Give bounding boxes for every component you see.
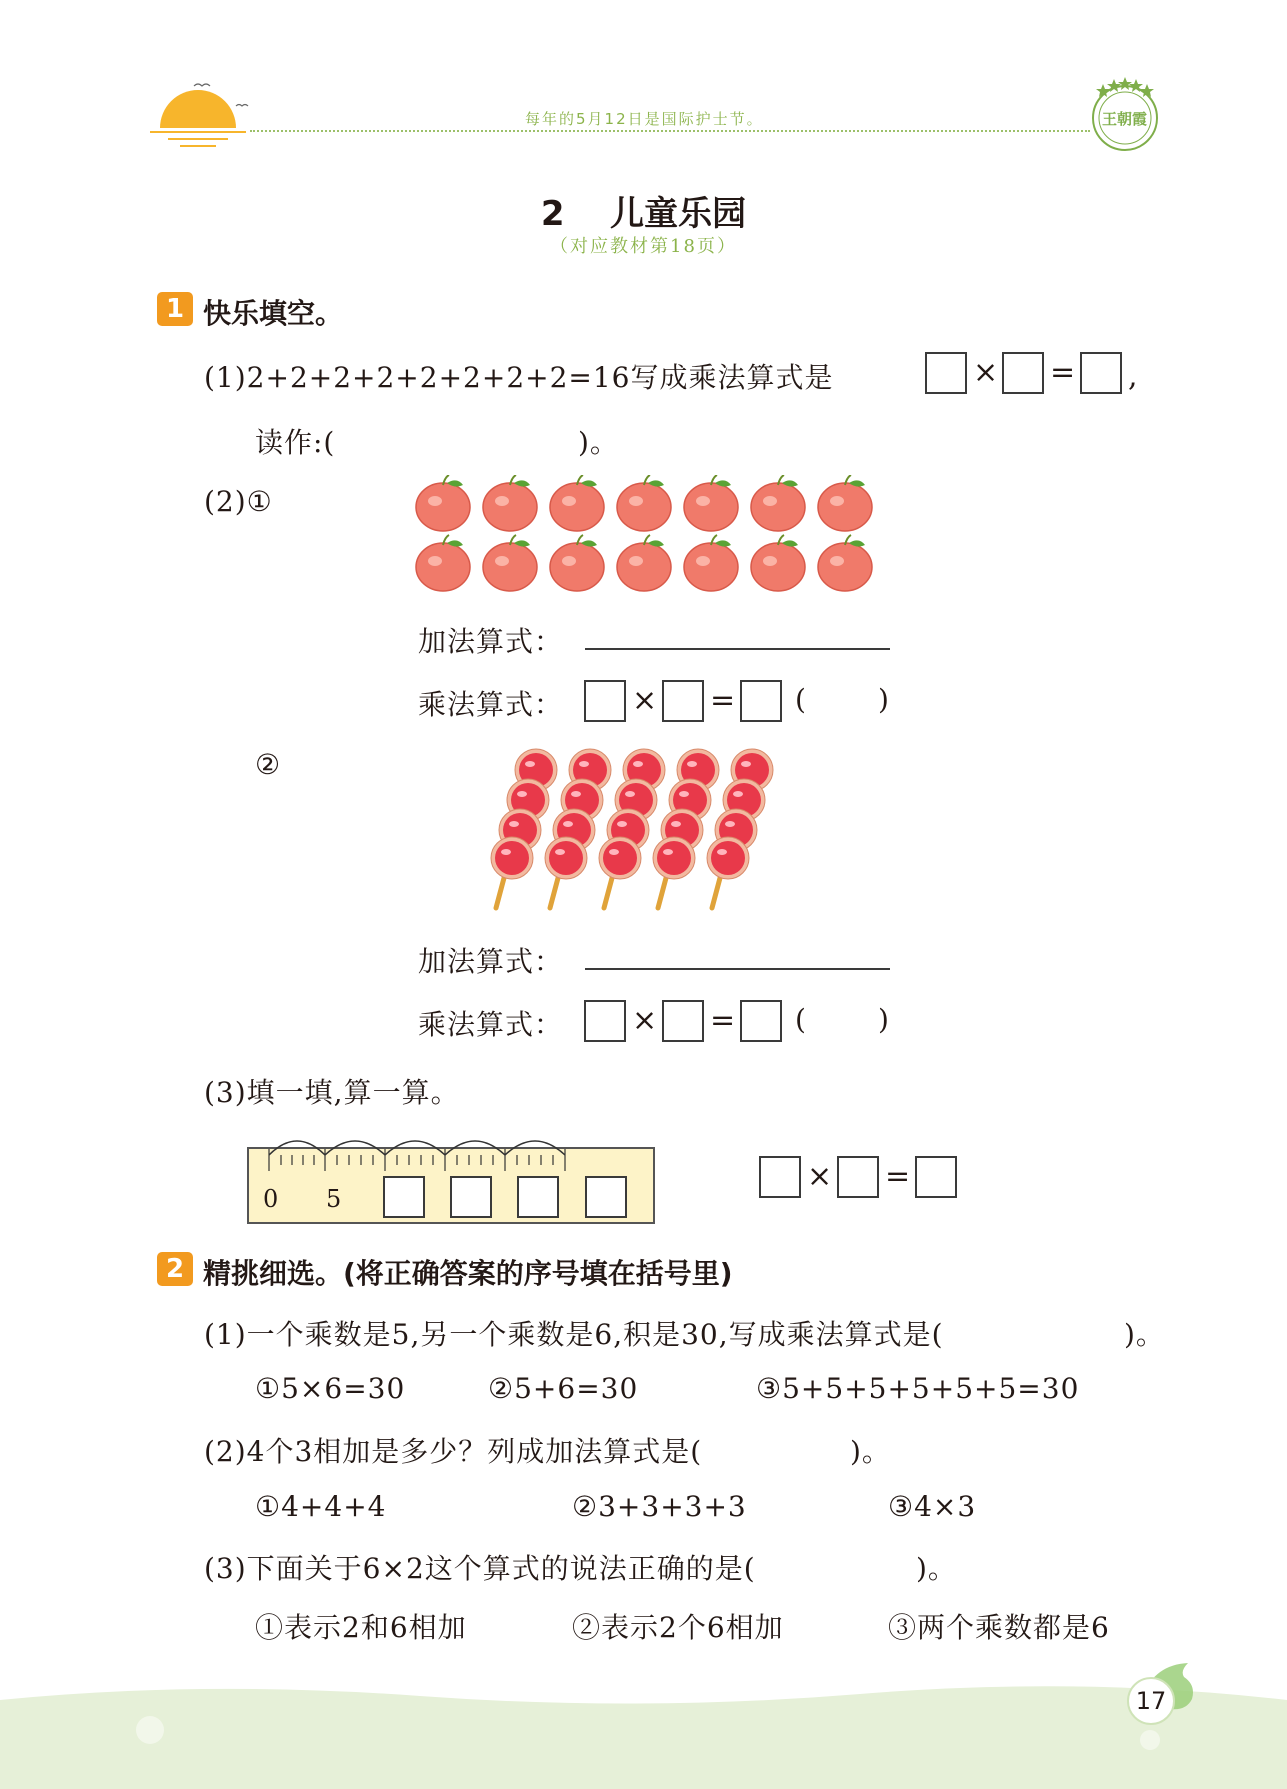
- s2-q2-option-1[interactable]: ①4+4+4: [255, 1490, 387, 1523]
- lesson-title: 儿童乐园: [610, 194, 747, 234]
- q1-read-suffix: )。: [578, 426, 619, 459]
- q2a-addition-answer-line[interactable]: [585, 648, 890, 650]
- paren-open: (: [795, 1003, 807, 1036]
- ruler-answer-box-4[interactable]: [585, 1176, 627, 1218]
- q2a-addition-label: 加法算式：: [418, 625, 564, 658]
- s2-q2-suffix: )。: [850, 1435, 891, 1468]
- q2b-multiplication-label: 乘法算式：: [418, 1008, 564, 1041]
- lesson-number: 2: [540, 194, 565, 234]
- equals-sign: =: [1050, 355, 1076, 390]
- q1-read-prefix: 读作:(: [255, 426, 336, 459]
- header-dotted-line: [250, 130, 1090, 132]
- birds-icon: [192, 80, 252, 120]
- s2-q1-option-2[interactable]: ②5+6=30: [488, 1372, 639, 1405]
- section2-badge: 2: [157, 1252, 193, 1286]
- tanghulu-illustration: [480, 748, 800, 913]
- s2-q1-text: (1)一个乘数是5,另一个乘数是6,积是30,写成乘法算式是(: [204, 1318, 944, 1351]
- s2-q1-option-1[interactable]: ①5×6=30: [255, 1372, 406, 1405]
- s2-q3-option-3[interactable]: ③两个乘数都是6: [888, 1611, 1110, 1644]
- brand-logo-text: 王朝霞: [1102, 110, 1148, 128]
- equals-sign: =: [710, 683, 736, 718]
- q2b-answer-box-2[interactable]: [662, 1000, 704, 1042]
- page-number-badge: [1127, 1677, 1175, 1725]
- comma: ,: [1128, 359, 1138, 394]
- s2-q3-answer[interactable]: [845, 1544, 905, 1584]
- q2b-unit-answer[interactable]: [810, 1000, 870, 1042]
- q3-answer-box-1[interactable]: [759, 1156, 801, 1198]
- ruler-label-5: 5: [326, 1185, 343, 1213]
- section2-title: 精挑细选。(将正确答案的序号填在括号里): [203, 1257, 733, 1290]
- header-motto: 每年的5月12日是国际护士节。: [525, 110, 764, 128]
- q1-answer-box-3[interactable]: [1080, 352, 1122, 394]
- s2-q1-answer[interactable]: [1060, 1310, 1120, 1350]
- times-sign: ×: [807, 1159, 833, 1194]
- q2b-addition-label: 加法算式：: [418, 945, 564, 978]
- paren-close: ): [878, 1003, 890, 1036]
- q2a-answer-box-1[interactable]: [584, 680, 626, 722]
- q1-answer-box-2[interactable]: [1002, 352, 1044, 394]
- s2-q1-suffix: )。: [1124, 1318, 1165, 1351]
- ruler-label-0: 0: [263, 1185, 280, 1213]
- s2-q2-option-3[interactable]: ③4×3: [888, 1490, 977, 1523]
- ruler-answer-box-2[interactable]: [450, 1176, 492, 1218]
- q1-answer-box-1[interactable]: [925, 352, 967, 394]
- s2-q3-option-2[interactable]: ②表示2个6相加: [572, 1611, 784, 1644]
- apples-illustration: [415, 475, 890, 600]
- q2a-unit-answer[interactable]: [810, 680, 870, 722]
- s2-q2-text: (2)4个3相加是多少？列成加法算式是(: [204, 1435, 703, 1468]
- q1-read-answer[interactable]: [360, 418, 570, 458]
- q2-label: (2)①: [204, 485, 273, 518]
- equals-sign: =: [885, 1159, 911, 1194]
- paren-open: (: [795, 683, 807, 716]
- s2-q3-option-1[interactable]: ①表示2和6相加: [255, 1611, 467, 1644]
- times-sign: ×: [973, 355, 999, 390]
- q3-answer-box-2[interactable]: [837, 1156, 879, 1198]
- ruler-answer-box-3[interactable]: [517, 1176, 559, 1218]
- s2-q2-option-2[interactable]: ②3+3+3+3: [572, 1490, 747, 1523]
- q3-answer-box-3[interactable]: [915, 1156, 957, 1198]
- q2a-multiplication-label: 乘法算式：: [418, 688, 564, 721]
- section1-title: 快乐填空。: [203, 297, 344, 330]
- page-number: 17: [1135, 1687, 1167, 1715]
- page-title: [0, 186, 1287, 235]
- header: [0, 60, 1287, 160]
- s2-q1-option-3[interactable]: ③5+5+5+5+5+5=30: [756, 1372, 1080, 1405]
- q2b-answer-box-3[interactable]: [740, 1000, 782, 1042]
- q3-text: (3)填一填,算一算。: [204, 1076, 460, 1109]
- apple-row-1: [416, 475, 872, 531]
- times-sign: ×: [632, 683, 658, 718]
- s2-q2-answer[interactable]: [780, 1427, 840, 1467]
- q2b-addition-answer-line[interactable]: [585, 968, 890, 970]
- apple-row-2: [416, 535, 872, 591]
- equals-sign: =: [710, 1003, 736, 1038]
- ruler-answer-box-1[interactable]: [383, 1176, 425, 1218]
- q2b-answer-box-1[interactable]: [584, 1000, 626, 1042]
- section1-badge: 1: [157, 292, 193, 326]
- q2a-answer-box-2[interactable]: [662, 680, 704, 722]
- footer-background: [0, 1670, 1287, 1789]
- s2-q3-suffix: )。: [916, 1552, 957, 1585]
- times-sign: ×: [632, 1003, 658, 1038]
- q2-label-2: ②: [255, 748, 282, 781]
- paren-close: ): [878, 683, 890, 716]
- q2a-answer-box-3[interactable]: [740, 680, 782, 722]
- q1-text: (1)2+2+2+2+2+2+2+2=16写成乘法算式是: [204, 361, 834, 394]
- s2-q3-text: (3)下面关于6×2这个算式的说法正确的是(: [204, 1552, 756, 1585]
- page-subtitle: （对应教材第18页）: [550, 236, 737, 257]
